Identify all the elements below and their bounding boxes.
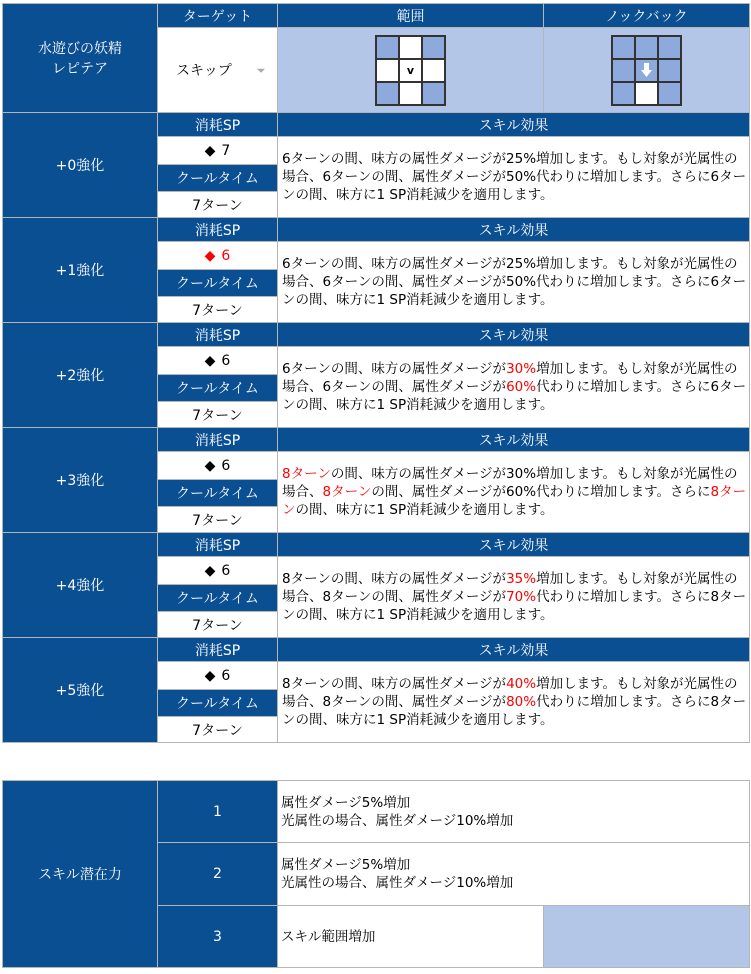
effect-segment: 70% [506,589,537,605]
range-marker: v [406,63,415,77]
effect-header: スキル効果 [278,638,750,662]
sp-cost [158,452,278,480]
level-row [3,218,750,242]
level-row [3,638,750,662]
cooldown-value: 7ターン [158,612,278,638]
potential-title: スキル潜在力 [3,781,158,968]
skill-table [2,3,750,743]
effect-segment: 8ターン [282,484,747,518]
effect-segment: 80% [506,694,537,710]
grid-cell [613,83,634,104]
target-select[interactable] [158,28,278,113]
diamond-icon: ◆ [204,352,216,369]
potential-row [3,781,750,843]
effect-segment: 40% [506,676,537,692]
sp-value: 6 [221,352,231,369]
effect-header: スキル効果 [278,428,750,452]
sp-value: 6 [221,667,231,684]
chevron-down-icon [257,69,265,73]
knockback-cell [544,28,750,113]
grid-cell [659,37,680,58]
grid-cell [659,83,680,104]
potential-table [2,780,750,968]
effect-segment: 増加します。もし対象が光属性の場合、6ターンの間、属性ダメージが [282,361,738,395]
diamond-icon: ◆ [204,667,216,684]
cooldown-label: クールタイム [158,375,278,402]
effect-segment: 35% [506,571,537,587]
potential-line1: 属性ダメージ5%増加 [281,794,411,811]
potential-line1: スキル範囲増加 [281,928,376,945]
sp-value: 7 [221,142,231,159]
effect-header: スキル効果 [278,533,750,557]
potential-line2: 光属性の場合、属性ダメージ10%増加 [281,812,514,829]
potential-text [278,906,544,968]
grid-cell-center [400,60,421,81]
sp-cost [158,242,278,270]
potential-line2: 光属性の場合、属性ダメージ10%増加 [281,875,514,891]
level-row [3,428,750,452]
cooldown-value: 7ターン [158,507,278,533]
effect-text [278,242,750,323]
effect-text [278,347,750,428]
cooldown-label: クールタイム [158,585,278,612]
knockback-grid [611,35,682,106]
effect-segment: 代わりに増加します。さらに6ターンの間、味方に1 SP消耗減少を適用します。 [282,379,747,413]
cooldown-value: 7ターン [158,402,278,428]
level-name: +0強化 [3,113,158,218]
cooldown-label: クールタイム [158,165,278,192]
diamond-icon: ◆ [204,562,216,579]
sp-cost [158,662,278,690]
potential-number: 1 [158,781,278,843]
grid-cell [613,37,634,58]
effect-segment: 6ターンの間、味方の属性ダメージが [282,361,507,377]
sp-header: 消耗SP [158,533,278,557]
effect-segment: 6ターンの間、味方の属性ダメージが25%増加します。もし対象が光属性の場合、6ターンの間、属性ダメージが50%代わりに増加します。さらに6ターンの間、味方に1 SP消耗減少を適用します。 [282,151,747,203]
diamond-icon: ◆ [204,247,216,264]
effect-segment: 30% [506,361,537,377]
grid-cell [613,60,634,81]
potential-line1: 属性ダメージ5%増加 [281,857,411,873]
effect-header: スキル効果 [278,323,750,347]
sp-cost [158,557,278,585]
character-name-line1: 水遊びの妖精 [38,41,122,57]
sp-header: 消耗SP [158,638,278,662]
target-header: ターゲット [158,4,278,28]
grid-cell [423,83,444,104]
effect-segment: 8ターン [282,466,331,482]
effect-segment: 増加します。もし対象が光属性の場合、8ターンの間、属性ダメージが [282,676,738,710]
potential-number: 3 [158,906,278,968]
effect-segment: 代わりに増加します。さらに8ターンの間、味方に1 SP消耗減少を適用します。 [282,589,747,623]
effect-segment: 8ターン [322,484,372,500]
level-name: +2強化 [3,323,158,428]
cooldown-label: クールタイム [158,270,278,297]
grid-cell [400,37,421,58]
potential-number: 2 [158,843,278,906]
grid-cell [400,83,421,104]
level-row [3,113,750,137]
down-arrow-icon [641,63,652,78]
sp-value: 6 [221,457,231,474]
potential-text [278,843,750,906]
effect-segment: の間、属性ダメージが60%代わりに増加します。さらに [371,484,711,500]
diamond-icon: ◆ [204,457,216,474]
sp-cost [158,137,278,165]
effect-segment: 増加します。もし対象が光属性の場合、8ターンの間、属性ダメージが [282,571,738,605]
knockback-header: ノックバック [544,4,750,28]
effect-header: スキル効果 [278,113,750,137]
potential-range-cell [544,906,750,968]
effect-text [278,452,750,533]
sp-header: 消耗SP [158,218,278,242]
effect-segment: の間、味方に1 SP消耗減少を適用します。 [295,502,554,518]
range-grid [375,35,446,106]
grid-cell [636,37,657,58]
potential-text [278,781,750,843]
effect-text [278,662,750,743]
sp-header: 消耗SP [158,428,278,452]
effect-text [278,557,750,638]
effect-segment: 60% [506,379,537,395]
sp-value: 6 [221,247,231,264]
cooldown-value: 7ターン [158,297,278,323]
grid-cell [636,83,657,104]
sp-header: 消耗SP [158,113,278,137]
character-name [3,4,158,113]
effect-segment: 8ターンの間、味方の属性ダメージが [282,571,507,587]
grid-cell-center [636,60,657,81]
cooldown-label: クールタイム [158,690,278,717]
target-select-value: スキップ [176,63,232,79]
effect-segment: の間、味方の属性ダメージが30%増加します。もし対象が光属性の場合、 [282,466,738,500]
grid-cell [659,60,680,81]
level-row [3,533,750,557]
effect-text [278,137,750,218]
sp-cost [158,347,278,375]
grid-cell [423,37,444,58]
grid-cell [377,60,398,81]
grid-cell [423,60,444,81]
diamond-icon: ◆ [204,142,216,159]
sp-value: 6 [221,562,231,579]
effect-header: スキル効果 [278,218,750,242]
level-name: +5強化 [3,638,158,743]
character-name-line2: レピテア [52,61,108,77]
sp-header: 消耗SP [158,323,278,347]
cooldown-value: 7ターン [158,717,278,743]
level-name: +1強化 [3,218,158,323]
effect-segment: 6ターンの間、味方の属性ダメージが25%増加します。もし対象が光属性の場合、6ターンの間、属性ダメージが50%代わりに増加します。さらに6ターンの間、味方に1 SP消耗減少を適用します。 [282,256,747,308]
level-name: +3強化 [3,428,158,533]
cooldown-value: 7ターン [158,192,278,218]
cooldown-label: クールタイム [158,480,278,507]
grid-cell [377,83,398,104]
level-name: +4強化 [3,533,158,638]
grid-cell [377,37,398,58]
effect-segment: 代わりに増加します。さらに8ターンの間、味方に1 SP消耗減少を適用します。 [282,694,747,728]
range-header: 範囲 [278,4,544,28]
effect-segment: 8ターンの間、味方の属性ダメージが [282,676,507,692]
level-row [3,323,750,347]
range-cell [278,28,544,113]
